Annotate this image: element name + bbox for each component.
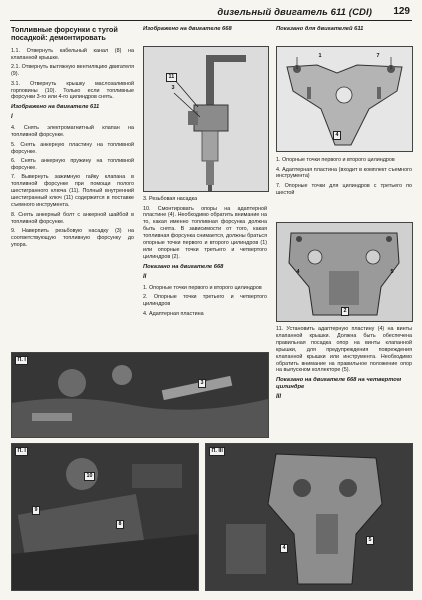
caption: 3. Резьбовая насадка [143,196,198,202]
section-heading: Топливные форсунки с тугой посадкой: демонтировать [11,25,118,43]
page-header [10,6,412,21]
text-column-3-body [276,326,412,405]
adapter-plate-photo [276,46,413,152]
caption: 1. Опорные точки первого и второго цилиндров [276,157,395,163]
step-paragraph: 7. Вывернуть зажимную гайку клапана в топливной форсунке при помощи полого шестигранного ключа (11). Полный внутренний шестигранный ключ (11) содержится в поставке съемного инструмента. [11,174,134,209]
step-paragraph: 2.1. Отвернуть вытяжную вентиляцию двигателя (9). [11,64,134,78]
caption: 4. Адаптерная пластина [143,310,204,317]
text-column-2 [143,26,267,36]
step-paragraph: 5. Снять анкерную пластину на топливной форсунке. [11,141,134,155]
page-number: 129 [393,6,410,17]
engine-photo-3 [205,443,413,591]
step-paragraph: 10. Смонтировать опоры на адаптерной пластине (4). Необходимо обратить внимание на то, какая именно топливная форсунка должна быть снята. В зависимости от того, какая топливная форсунка снимается, должны браться опорные точки первого и второго цилиндров (1) или опорные точки третьего и четвертого цилиндров (2). [143,205,267,260]
figure-number: П. I [15,356,28,365]
callout-label: 8 [116,520,124,529]
figure-ref: I [11,114,13,121]
callout-label: 11 [166,73,177,82]
text-column-3 [276,26,412,36]
running-title: дизельный двигатель 611 (CDI) [217,7,372,18]
callout-label: 4 [296,269,300,275]
engine-photo-1 [11,352,269,438]
callout-label: 4 [333,131,341,140]
subheading: Показано для двигателей 611 [276,26,364,32]
figure-ref: II [143,273,147,280]
callout-label: 5 [390,269,394,275]
subheading: Показано на двигателе 668 на четвертом цилиндре [276,377,402,391]
step-paragraph: 4. Снять электромагнитный клапан на топливной форсунке. [11,125,134,139]
step-paragraph: 6. Снять анкерную пружину на топливной форсунке. [11,158,134,171]
figure-number: П. III [209,447,225,456]
injector-tool-photo [143,46,269,192]
text-column-1 [11,26,134,251]
figure-number: П. I [15,447,28,456]
caption: 2. Опорные точки третьего и четвертого цилиндров [143,294,267,308]
step-paragraph: 11. Установить адаптерную пластину (4) на винты клапанной крышки. Должна быть обеспечена правильная посадка опор на винты клапанной крышки, для предупреждения повреждения клапанной крышки или инструмента. Необходимо обратить внимание на правильное положение опор на выпускном коллекторе (5). [276,326,412,374]
text-column-2-body [143,196,267,320]
caption: 7. Опорные точки для цилиндров с третьего по шестой [276,182,412,196]
step-paragraph: 3.1. Отвернуть крышку маслозаливной горловины (10). Только если топливные форсунки 3-го или 4-го цилиндров снять. [11,80,134,101]
callout-label: 5 [366,536,374,545]
caption: 1. Опорные точки первого и второго цилиндров [143,284,262,291]
callout-label: 7 [376,53,380,59]
callout-label: 4 [280,544,288,553]
step-paragraph: 1.1. Отвернуть кабельный канал (8) на клапанной крышке. [11,47,134,61]
subheading: Изображено на двигателе 611 [11,104,100,111]
adapter-plate-668-photo [276,222,413,322]
step-paragraph: 8. Снять анкерный болт с анкерной шайбой в топливной форсунке. [11,211,134,225]
callout-label: 3 [198,379,206,388]
callout-label: 2 [341,307,349,316]
callout-label: 9 [32,506,40,515]
subheading: Показано на двигателе 668 [143,263,224,270]
text-column-3-captions [276,157,412,199]
callout-label: 3 [171,85,175,91]
engine-photo-2 [11,443,199,591]
subheading: Изображено на двигателе 668 [143,26,232,32]
caption: 4. Адаптерная пластина (входит в комплект съемного инструмента) [276,166,412,180]
figure-ref: III [276,394,282,401]
step-paragraph: 9. Наверпить резьбовую насадку (3) на соответствующую топливную форсунку до упора. [11,228,134,248]
callout-label: 10 [84,472,95,481]
callout-label: 1 [318,53,322,59]
